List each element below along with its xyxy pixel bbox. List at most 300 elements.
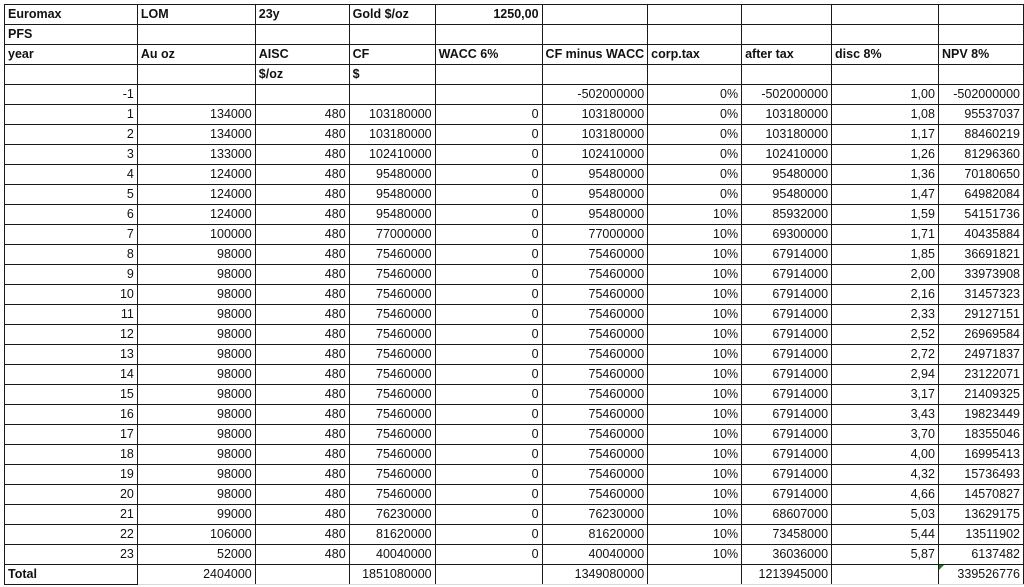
cell-cf-minus-wacc[interactable]: 75460000 <box>542 465 648 485</box>
cell-aisc[interactable]: 480 <box>255 525 349 545</box>
cell-corp-tax[interactable]: 0% <box>648 85 742 105</box>
cell-aisc[interactable]: 480 <box>255 425 349 445</box>
cell-cf[interactable]: 75460000 <box>349 405 435 425</box>
cell-company[interactable]: Euromax <box>5 5 138 25</box>
cell-year[interactable]: 10 <box>5 285 138 305</box>
cell-corp-tax[interactable]: 10% <box>648 505 742 525</box>
cell-au-oz[interactable]: 106000 <box>137 525 255 545</box>
cell-corp-tax[interactable]: 10% <box>648 325 742 345</box>
cell-cf-minus-wacc[interactable]: 40040000 <box>542 545 648 565</box>
cell-corp-tax[interactable]: 10% <box>648 365 742 385</box>
cell-corp-tax[interactable]: 0% <box>648 185 742 205</box>
cell-au-oz[interactable]: 100000 <box>137 225 255 245</box>
cell-corp-tax[interactable]: 10% <box>648 205 742 225</box>
cell-wacc[interactable] <box>435 85 542 105</box>
cell-disc[interactable]: 5,03 <box>832 505 939 525</box>
cell-disc[interactable]: 2,16 <box>832 285 939 305</box>
cell-disc[interactable]: 1,00 <box>832 85 939 105</box>
table-row <box>5 325 1024 345</box>
cell-cf-minus-wacc[interactable]: 95480000 <box>542 185 648 205</box>
cell-year[interactable]: 20 <box>5 485 138 505</box>
cell-cf-minus-wacc[interactable]: 103180000 <box>542 125 648 145</box>
cell-cf[interactable]: 81620000 <box>349 525 435 545</box>
cell-au-oz[interactable]: 98000 <box>137 245 255 265</box>
cell-year[interactable]: 6 <box>5 205 138 225</box>
cell-cf[interactable]: 95480000 <box>349 205 435 225</box>
cell-empty[interactable] <box>648 65 742 85</box>
cell-cf-minus-wacc[interactable]: 75460000 <box>542 245 648 265</box>
cell-year[interactable]: 13 <box>5 345 138 365</box>
cell-wacc[interactable]: 0 <box>435 385 542 405</box>
cell-disc[interactable]: 5,44 <box>832 525 939 545</box>
cell-after-tax[interactable]: 102410000 <box>742 145 832 165</box>
cell-au-oz[interactable]: 134000 <box>137 105 255 125</box>
total-after-tax[interactable]: 1213945000 <box>742 565 832 585</box>
cell-aisc[interactable]: 480 <box>255 125 349 145</box>
cell-empty[interactable] <box>832 25 939 45</box>
cell-wacc[interactable]: 0 <box>435 125 542 145</box>
cell-corp-tax[interactable]: 10% <box>648 425 742 445</box>
cell-disc[interactable]: 1,85 <box>832 245 939 265</box>
cell-au-oz[interactable]: 134000 <box>137 125 255 145</box>
cell-au-oz[interactable]: 98000 <box>137 425 255 445</box>
cell-cf-minus-wacc[interactable]: 95480000 <box>542 205 648 225</box>
cell-cf[interactable]: 75460000 <box>349 485 435 505</box>
cell-wacc[interactable]: 0 <box>435 225 542 245</box>
title-row <box>5 5 1024 25</box>
cell-cf-minus-wacc[interactable]: 77000000 <box>542 225 648 245</box>
cell-wacc[interactable]: 0 <box>435 305 542 325</box>
cell-au-oz[interactable]: 124000 <box>137 185 255 205</box>
cell-disc[interactable]: 1,59 <box>832 205 939 225</box>
table-row <box>5 545 1024 565</box>
cell-npv[interactable]: -502000000 <box>938 85 1023 105</box>
units-row <box>5 65 1024 85</box>
cell-cf-minus-wacc[interactable]: 75460000 <box>542 305 648 325</box>
cell-empty[interactable] <box>648 565 742 585</box>
cell-after-tax[interactable]: 85932000 <box>742 205 832 225</box>
table-row <box>5 165 1024 185</box>
cell-au-oz[interactable]: 98000 <box>137 385 255 405</box>
cell-cf[interactable]: 102410000 <box>349 145 435 165</box>
cell-after-tax[interactable]: 67914000 <box>742 345 832 365</box>
cell-npv[interactable]: 18355046 <box>938 425 1023 445</box>
cell-after-tax[interactable]: 67914000 <box>742 285 832 305</box>
cell-cf[interactable]: 95480000 <box>349 165 435 185</box>
cell-au-oz[interactable]: 98000 <box>137 325 255 345</box>
cell-lom-label[interactable]: LOM <box>137 5 255 25</box>
cell-cf[interactable]: 76230000 <box>349 505 435 525</box>
cell-disc[interactable]: 2,00 <box>832 265 939 285</box>
cell-after-tax[interactable]: 67914000 <box>742 365 832 385</box>
cell-aisc[interactable]: 480 <box>255 205 349 225</box>
cell-disc[interactable]: 3,70 <box>832 425 939 445</box>
cell-empty[interactable] <box>435 25 542 45</box>
total-cf-minus-wacc[interactable]: 1349080000 <box>542 565 648 585</box>
cell-empty[interactable] <box>938 65 1023 85</box>
total-cf[interactable]: 1851080000 <box>349 565 435 585</box>
cell-cf[interactable]: 75460000 <box>349 445 435 465</box>
header-cf[interactable]: CF <box>349 45 435 65</box>
cell-cf[interactable]: 75460000 <box>349 365 435 385</box>
cell-after-tax[interactable]: 95480000 <box>742 185 832 205</box>
cell-npv[interactable]: 95537037 <box>938 105 1023 125</box>
cell-after-tax[interactable]: -502000000 <box>742 85 832 105</box>
cell-empty[interactable] <box>137 65 255 85</box>
cell-corp-tax[interactable]: 10% <box>648 225 742 245</box>
cell-corp-tax[interactable]: 10% <box>648 305 742 325</box>
cell-after-tax[interactable]: 67914000 <box>742 385 832 405</box>
cell-corp-tax[interactable]: 10% <box>648 525 742 545</box>
cell-au-oz[interactable]: 133000 <box>137 145 255 165</box>
cell-wacc[interactable]: 0 <box>435 205 542 225</box>
cell-cf[interactable]: 75460000 <box>349 345 435 365</box>
cell-corp-tax[interactable]: 10% <box>648 405 742 425</box>
cell-corp-tax[interactable]: 10% <box>648 545 742 565</box>
table-row <box>5 425 1024 445</box>
cell-empty[interactable] <box>137 25 255 45</box>
cell-npv[interactable]: 13629175 <box>938 505 1023 525</box>
cell-cf[interactable]: 75460000 <box>349 425 435 445</box>
cell-year[interactable]: 17 <box>5 425 138 445</box>
cell-wacc[interactable]: 0 <box>435 265 542 285</box>
cell-au-oz[interactable]: 98000 <box>137 405 255 425</box>
total-label[interactable]: Total <box>5 565 138 585</box>
cell-cf[interactable]: 75460000 <box>349 305 435 325</box>
cell-corp-tax[interactable]: 10% <box>648 385 742 405</box>
cell-cf-minus-wacc[interactable]: 75460000 <box>542 285 648 305</box>
cell-corp-tax[interactable]: 0% <box>648 165 742 185</box>
header-cf-minus-wacc[interactable]: CF minus WACC <box>542 45 648 65</box>
cell-wacc[interactable]: 0 <box>435 445 542 465</box>
cell-aisc[interactable]: 480 <box>255 225 349 245</box>
header-au-oz[interactable]: Au oz <box>137 45 255 65</box>
cell-wacc[interactable]: 0 <box>435 465 542 485</box>
cell-year[interactable]: -1 <box>5 85 138 105</box>
cell-aisc[interactable]: 480 <box>255 365 349 385</box>
cell-cf-minus-wacc[interactable]: 75460000 <box>542 385 648 405</box>
cell-aisc[interactable]: 480 <box>255 485 349 505</box>
cell-cf[interactable]: 103180000 <box>349 125 435 145</box>
cell-cf-minus-wacc[interactable]: 102410000 <box>542 145 648 165</box>
cell-disc[interactable]: 1,26 <box>832 145 939 165</box>
cell-empty[interactable] <box>542 25 648 45</box>
cell-empty[interactable] <box>435 565 542 585</box>
cell-cf[interactable]: 77000000 <box>349 225 435 245</box>
cell-cf[interactable] <box>349 85 435 105</box>
cell-cf-minus-wacc[interactable]: 103180000 <box>542 105 648 125</box>
cell-cf[interactable]: 75460000 <box>349 325 435 345</box>
cell-cf[interactable]: 75460000 <box>349 385 435 405</box>
cell-npv[interactable]: 33973908 <box>938 265 1023 285</box>
cell-year[interactable]: 22 <box>5 525 138 545</box>
cell-corp-tax[interactable]: 10% <box>648 345 742 365</box>
cell-empty[interactable] <box>255 565 349 585</box>
cell-wacc[interactable]: 0 <box>435 105 542 125</box>
cell-gold-price[interactable]: 1250,00 <box>435 5 542 25</box>
cell-gold-label[interactable]: Gold $/oz <box>349 5 435 25</box>
cell-empty[interactable] <box>832 565 939 585</box>
cell-empty[interactable] <box>648 5 742 25</box>
cell-disc[interactable]: 3,17 <box>832 385 939 405</box>
cell-after-tax[interactable]: 68607000 <box>742 505 832 525</box>
cell-disc[interactable]: 1,47 <box>832 185 939 205</box>
cell-empty[interactable] <box>742 65 832 85</box>
header-after-tax[interactable]: after tax <box>742 45 832 65</box>
cell-year[interactable]: 2 <box>5 125 138 145</box>
cell-cf[interactable]: 75460000 <box>349 285 435 305</box>
cell-aisc[interactable] <box>255 85 349 105</box>
cell-cf-minus-wacc[interactable]: 75460000 <box>542 265 648 285</box>
cell-corp-tax[interactable]: 0% <box>648 105 742 125</box>
cell-empty[interactable] <box>349 25 435 45</box>
cell-cf-minus-wacc[interactable]: 75460000 <box>542 445 648 465</box>
cell-after-tax[interactable]: 95480000 <box>742 165 832 185</box>
cell-after-tax[interactable]: 67914000 <box>742 485 832 505</box>
cell-cf[interactable]: 75460000 <box>349 245 435 265</box>
cell-cf[interactable]: 40040000 <box>349 545 435 565</box>
cell-cf-minus-wacc[interactable]: 75460000 <box>542 485 648 505</box>
table-row <box>5 445 1024 465</box>
cell-npv[interactable]: 70180650 <box>938 165 1023 185</box>
cell-npv[interactable]: 23122071 <box>938 365 1023 385</box>
cell-au-oz[interactable]: 52000 <box>137 545 255 565</box>
header-npv[interactable]: NPV 8% <box>938 45 1023 65</box>
cell-npv[interactable]: 6137482 <box>938 545 1023 565</box>
cell-year[interactable]: 21 <box>5 505 138 525</box>
cell-lom-value[interactable]: 23y <box>255 5 349 25</box>
cell-after-tax[interactable]: 67914000 <box>742 305 832 325</box>
cell-cf[interactable]: 95480000 <box>349 185 435 205</box>
cell-after-tax[interactable]: 67914000 <box>742 325 832 345</box>
cell-after-tax[interactable]: 67914000 <box>742 425 832 445</box>
cell-empty[interactable] <box>648 25 742 45</box>
cell-npv[interactable]: 88460219 <box>938 125 1023 145</box>
cell-corp-tax[interactable]: 10% <box>648 285 742 305</box>
cell-npv[interactable]: 54151736 <box>938 205 1023 225</box>
cell-aisc[interactable]: 480 <box>255 105 349 125</box>
cell-wacc[interactable]: 0 <box>435 525 542 545</box>
table-row <box>5 365 1024 385</box>
cell-npv[interactable]: 15736493 <box>938 465 1023 485</box>
cell-aisc[interactable]: 480 <box>255 165 349 185</box>
cell-year[interactable]: 11 <box>5 305 138 325</box>
cell-disc[interactable]: 1,71 <box>832 225 939 245</box>
cell-aisc[interactable]: 480 <box>255 325 349 345</box>
header-wacc[interactable]: WACC 6% <box>435 45 542 65</box>
unit-cf[interactable]: $ <box>349 65 435 85</box>
cell-disc[interactable]: 1,36 <box>832 165 939 185</box>
cell-after-tax[interactable]: 73458000 <box>742 525 832 545</box>
header-year[interactable]: year <box>5 45 138 65</box>
cell-aisc[interactable]: 480 <box>255 145 349 165</box>
cell-after-tax[interactable]: 69300000 <box>742 225 832 245</box>
unit-aisc[interactable]: $/oz <box>255 65 349 85</box>
cell-wacc[interactable]: 0 <box>435 505 542 525</box>
cell-disc[interactable]: 1,17 <box>832 125 939 145</box>
cell-au-oz[interactable]: 98000 <box>137 465 255 485</box>
cell-aisc[interactable]: 480 <box>255 465 349 485</box>
cell-aisc[interactable]: 480 <box>255 405 349 425</box>
cell-year[interactable]: 16 <box>5 405 138 425</box>
cell-year[interactable]: 18 <box>5 445 138 465</box>
cell-npv[interactable]: 26969584 <box>938 325 1023 345</box>
cell-npv[interactable]: 31457323 <box>938 285 1023 305</box>
cell-year[interactable]: 14 <box>5 365 138 385</box>
cell-npv[interactable]: 24971837 <box>938 345 1023 365</box>
cell-after-tax[interactable]: 67914000 <box>742 465 832 485</box>
cell-corp-tax[interactable]: 0% <box>648 145 742 165</box>
cell-aisc[interactable]: 480 <box>255 505 349 525</box>
cell-year[interactable]: 7 <box>5 225 138 245</box>
cell-disc[interactable]: 1,08 <box>832 105 939 125</box>
cell-disc[interactable]: 4,32 <box>832 465 939 485</box>
cell-empty[interactable] <box>435 65 542 85</box>
cell-npv[interactable]: 16995413 <box>938 445 1023 465</box>
cell-aisc[interactable]: 480 <box>255 345 349 365</box>
cell-year[interactable]: 5 <box>5 185 138 205</box>
cell-au-oz[interactable]: 98000 <box>137 265 255 285</box>
cell-npv[interactable]: 40435884 <box>938 225 1023 245</box>
cell-au-oz[interactable]: 98000 <box>137 485 255 505</box>
cell-study[interactable]: PFS <box>5 25 138 45</box>
cell-cf-minus-wacc[interactable]: 75460000 <box>542 325 648 345</box>
cell-npv[interactable]: 21409325 <box>938 385 1023 405</box>
cell-empty[interactable] <box>542 65 648 85</box>
cell-cf-minus-wacc[interactable]: 75460000 <box>542 345 648 365</box>
cell-au-oz[interactable]: 98000 <box>137 365 255 385</box>
table-row <box>5 485 1024 505</box>
cell-empty[interactable] <box>742 25 832 45</box>
cell-cf[interactable]: 103180000 <box>349 105 435 125</box>
cell-corp-tax[interactable]: 10% <box>648 485 742 505</box>
cell-aisc[interactable]: 480 <box>255 285 349 305</box>
cell-npv[interactable]: 81296360 <box>938 145 1023 165</box>
cell-au-oz[interactable]: 98000 <box>137 285 255 305</box>
cell-cf-minus-wacc[interactable]: 75460000 <box>542 405 648 425</box>
header-disc[interactable]: disc 8% <box>832 45 939 65</box>
cell-empty[interactable] <box>832 5 939 25</box>
cell-after-tax[interactable]: 67914000 <box>742 445 832 465</box>
cell-corp-tax[interactable]: 10% <box>648 265 742 285</box>
cell-year[interactable]: 12 <box>5 325 138 345</box>
cell-aisc[interactable]: 480 <box>255 265 349 285</box>
cell-wacc[interactable]: 0 <box>435 545 542 565</box>
cell-aisc[interactable]: 480 <box>255 385 349 405</box>
cell-corp-tax[interactable]: 0% <box>648 125 742 145</box>
cell-npv[interactable]: 36691821 <box>938 245 1023 265</box>
cell-after-tax[interactable]: 36036000 <box>742 545 832 565</box>
cell-au-oz[interactable] <box>137 85 255 105</box>
cell-cf-minus-wacc[interactable]: 75460000 <box>542 425 648 445</box>
cell-aisc[interactable]: 480 <box>255 545 349 565</box>
cell-disc[interactable]: 3,43 <box>832 405 939 425</box>
cell-corp-tax[interactable]: 10% <box>648 465 742 485</box>
cell-wacc[interactable]: 0 <box>435 365 542 385</box>
cell-au-oz[interactable]: 124000 <box>137 205 255 225</box>
cell-year[interactable]: 15 <box>5 385 138 405</box>
cell-npv[interactable]: 64982084 <box>938 185 1023 205</box>
cell-cf[interactable]: 75460000 <box>349 465 435 485</box>
cell-aisc[interactable]: 480 <box>255 305 349 325</box>
cell-year[interactable]: 1 <box>5 105 138 125</box>
cell-cf-minus-wacc[interactable]: 95480000 <box>542 165 648 185</box>
cell-year[interactable]: 4 <box>5 165 138 185</box>
cell-empty[interactable] <box>542 5 648 25</box>
header-aisc[interactable]: AISC <box>255 45 349 65</box>
cell-empty[interactable] <box>5 65 138 85</box>
cell-year[interactable]: 19 <box>5 465 138 485</box>
cell-wacc[interactable]: 0 <box>435 405 542 425</box>
cell-corp-tax[interactable]: 10% <box>648 445 742 465</box>
cell-au-oz[interactable]: 99000 <box>137 505 255 525</box>
cell-npv[interactable]: 29127151 <box>938 305 1023 325</box>
cell-aisc[interactable]: 480 <box>255 185 349 205</box>
cell-disc[interactable]: 2,94 <box>832 365 939 385</box>
cell-empty[interactable] <box>938 5 1023 25</box>
total-npv[interactable]: 339526776 <box>938 565 1023 585</box>
table-row <box>5 345 1024 365</box>
cell-cf-minus-wacc[interactable]: 75460000 <box>542 365 648 385</box>
cell-wacc[interactable]: 0 <box>435 165 542 185</box>
cell-empty[interactable] <box>742 5 832 25</box>
cell-after-tax[interactable]: 103180000 <box>742 125 832 145</box>
cell-npv[interactable]: 13511902 <box>938 525 1023 545</box>
cell-wacc[interactable]: 0 <box>435 245 542 265</box>
cell-corp-tax[interactable]: 10% <box>648 245 742 265</box>
cell-au-oz[interactable]: 98000 <box>137 445 255 465</box>
cell-cf-minus-wacc[interactable]: 81620000 <box>542 525 648 545</box>
cell-disc[interactable]: 5,87 <box>832 545 939 565</box>
cell-year[interactable]: 9 <box>5 265 138 285</box>
cell-year[interactable]: 8 <box>5 245 138 265</box>
cell-year[interactable]: 3 <box>5 145 138 165</box>
total-au-oz[interactable]: 2404000 <box>137 565 255 585</box>
cell-after-tax[interactable]: 67914000 <box>742 245 832 265</box>
cell-empty[interactable] <box>255 25 349 45</box>
cell-empty[interactable] <box>832 65 939 85</box>
cell-wacc[interactable]: 0 <box>435 325 542 345</box>
cell-empty[interactable] <box>938 25 1023 45</box>
cell-au-oz[interactable]: 98000 <box>137 305 255 325</box>
cell-npv[interactable]: 19823449 <box>938 405 1023 425</box>
cell-wacc[interactable]: 0 <box>435 185 542 205</box>
cell-year[interactable]: 23 <box>5 545 138 565</box>
cell-wacc[interactable]: 0 <box>435 425 542 445</box>
cell-wacc[interactable]: 0 <box>435 285 542 305</box>
cell-aisc[interactable]: 480 <box>255 245 349 265</box>
header-corp-tax[interactable]: corp.tax <box>648 45 742 65</box>
cell-after-tax[interactable]: 67914000 <box>742 405 832 425</box>
cell-wacc[interactable]: 0 <box>435 345 542 365</box>
cell-au-oz[interactable]: 124000 <box>137 165 255 185</box>
cell-disc[interactable]: 4,66 <box>832 485 939 505</box>
cell-cf-minus-wacc[interactable]: 76230000 <box>542 505 648 525</box>
cell-cf-minus-wacc[interactable]: -502000000 <box>542 85 648 105</box>
cell-cf[interactable]: 75460000 <box>349 265 435 285</box>
cell-disc[interactable]: 2,33 <box>832 305 939 325</box>
cell-wacc[interactable]: 0 <box>435 145 542 165</box>
cell-disc[interactable]: 2,52 <box>832 325 939 345</box>
cell-disc[interactable]: 4,00 <box>832 445 939 465</box>
cell-after-tax[interactable]: 67914000 <box>742 265 832 285</box>
cell-after-tax[interactable]: 103180000 <box>742 105 832 125</box>
cell-wacc[interactable]: 0 <box>435 485 542 505</box>
cell-disc[interactable]: 2,72 <box>832 345 939 365</box>
cell-npv[interactable]: 14570827 <box>938 485 1023 505</box>
cell-aisc[interactable]: 480 <box>255 445 349 465</box>
cell-au-oz[interactable]: 98000 <box>137 345 255 365</box>
